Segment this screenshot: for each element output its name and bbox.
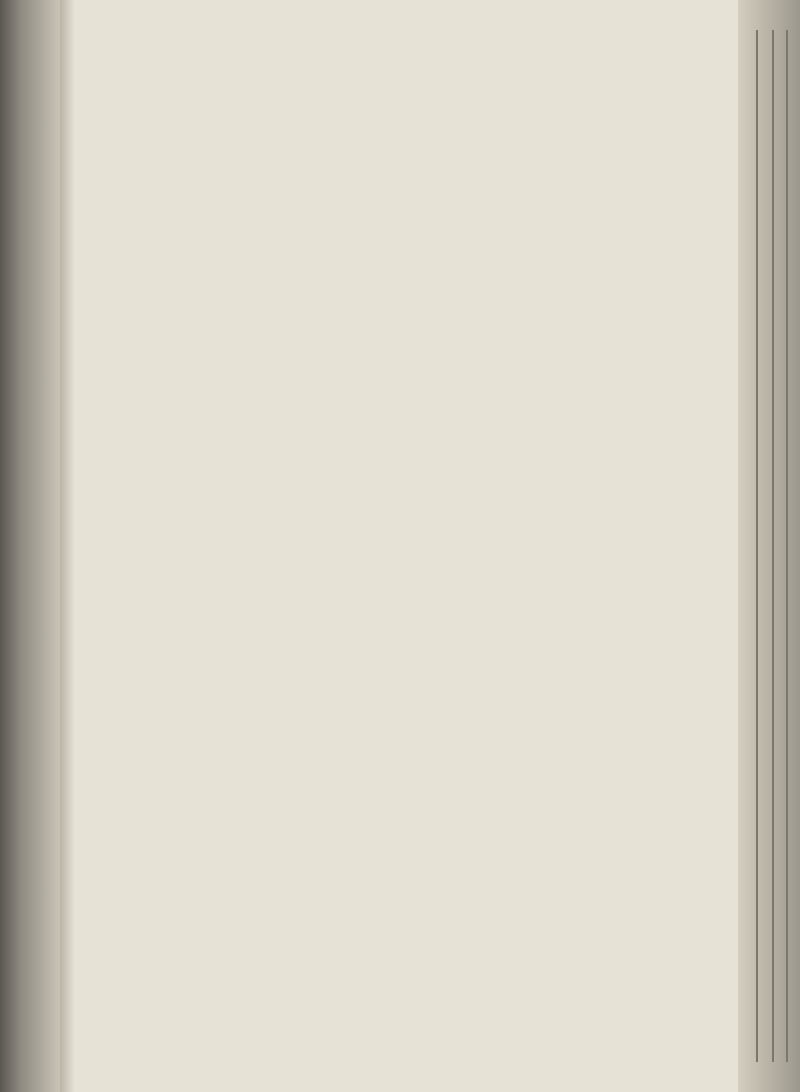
headpiece-ornament bbox=[108, 118, 664, 278]
left-page-edge bbox=[0, 0, 60, 1092]
preface-paragraph bbox=[108, 330, 670, 332]
right-page-edge bbox=[738, 0, 800, 1092]
book-gutter bbox=[60, 0, 74, 1092]
tailpiece-ornament bbox=[164, 823, 614, 983]
